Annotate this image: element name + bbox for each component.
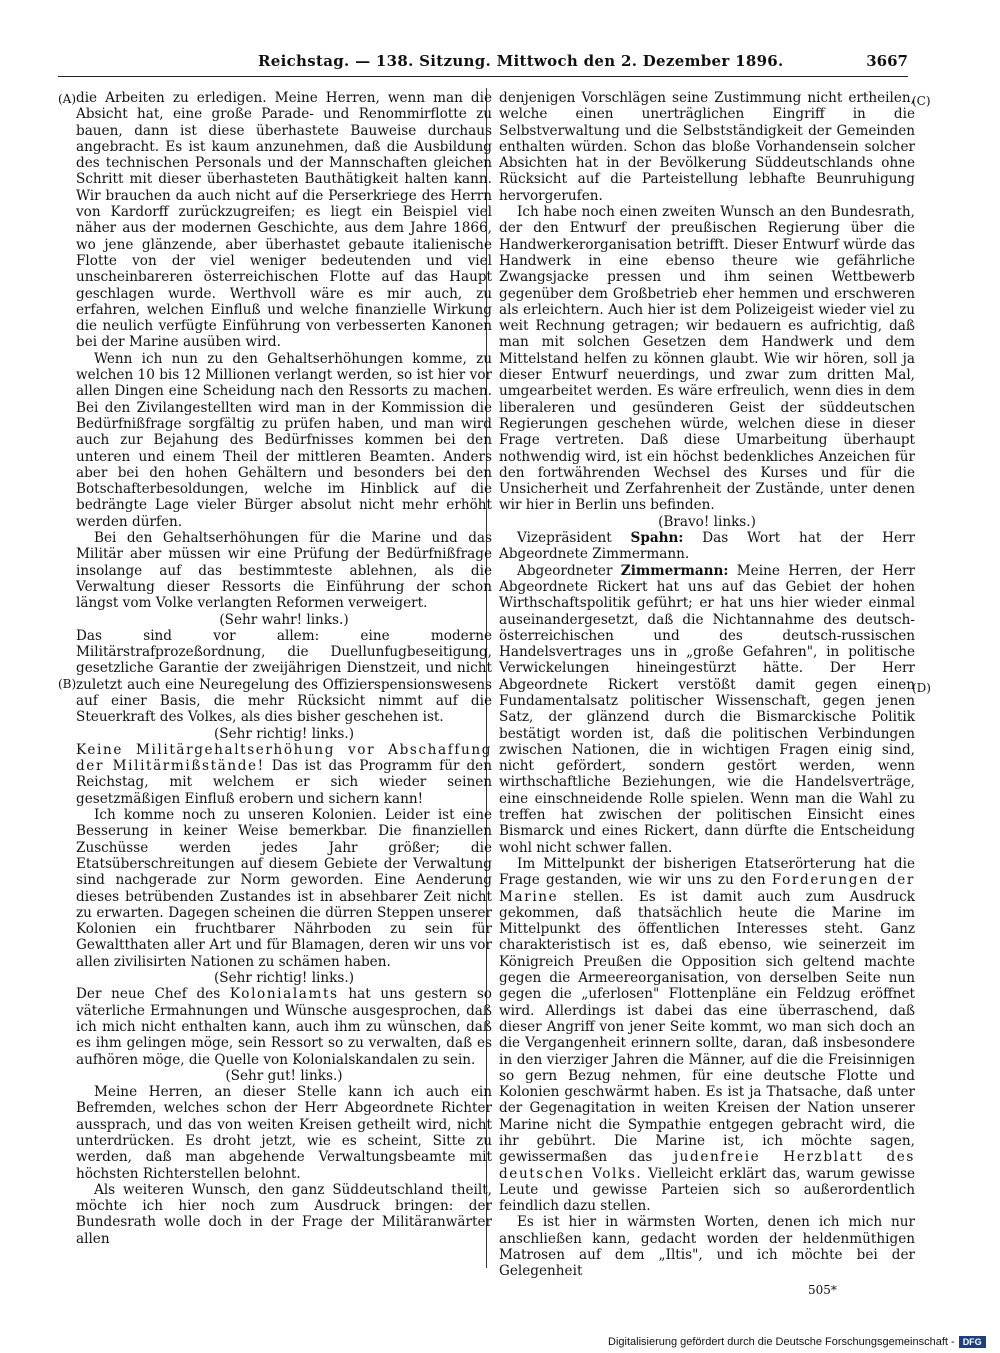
text-run: Das Wort hat der Herr Abgeordnete Zimmermann. <box>499 530 915 563</box>
running-header <box>58 52 908 74</box>
paragraph: denjenigen Vorschlägen seine Zustimmung nicht ertheilen, welche einen unerträglichen Eingriff in die Selbstverwaltung und die Selbstständigkeit der Gemeinden enthalten würden. Schon das bloße Vorhandensein solcher Absichten hat in der Bevölkerung Süddeutschlands ohne Rücksicht auf die Parteistellung lebhafte Beunruhigung hervorgerufen. <box>499 90 915 204</box>
paragraph <box>499 856 915 1215</box>
interjection: (Sehr richtig! links.) <box>213 725 355 742</box>
interjection: (Sehr wahr! links.) <box>219 611 349 628</box>
paragraph <box>499 530 915 563</box>
paragraph <box>76 986 492 1067</box>
right-column <box>499 90 915 1280</box>
footer-credit <box>608 1336 986 1348</box>
paragraph: Ich komme noch zu unseren Kolonien. Leider ist eine Besserung in keiner Weise bemerkbar. Die finanziellen Zuschüsse werden jedes Jahr größer; die Etatsüberschreitungen auf diesem Gebiete der Verwaltung sind nachgerade zur Norm geworden. Eine Aenderung dieses betrübenden Zustandes ist in absehbarer Zeit nicht zu erwarten. Dagegen scheinen die dürren Steppen unserer Kolonien ein fruchtbarer Nährboden zu sein für Gewaltthaten aller Art und für Blamagen, deren wir uns vor allen zivilisirten Nationen zu schämen haben. <box>76 807 492 970</box>
speaker-name: Zimmermann: <box>620 562 729 579</box>
header-rule <box>58 76 908 77</box>
spaced-emphasis: judenfreie Herzblatt des deutschen Volks. <box>499 1149 915 1182</box>
text-run: Abgeordneter <box>517 562 621 579</box>
text-run: Vielleicht erklärt das, warum gewisse Leute und gewisse Parteien sich so außerordentlich feindlich dazu stellen. <box>499 1165 915 1215</box>
text-run: Im Mittelpunkt der bisherigen Etatserörterung hat die Frage gestanden, wie wir uns zu den <box>499 855 915 889</box>
footer-text: Digitalisierung gefördert durch die Deutsche Forschungsgemeinschaft - <box>608 1336 955 1348</box>
speaker-name: Spahn: <box>630 530 684 547</box>
interjection: (Sehr gut! links.) <box>225 1067 343 1084</box>
dfg-logo: DFG <box>959 1336 986 1348</box>
header-title: Reichstag. — 138. Sitzung. Mittwoch den 2. Dezember 1896. <box>258 52 784 70</box>
sheet-number: 505* <box>808 1283 837 1297</box>
text-run: Das ist das Programm für den Reichstag, mit welchem er sich wieder seinen gesetzmäßigen Einfluß erobern und sichern kann! <box>76 758 492 807</box>
spaced-emphasis: Keine Militärgehaltserhöhung vor Abschaffung der Militärmißstände! <box>76 741 492 775</box>
paragraph <box>76 742 492 807</box>
paragraph: Ich habe noch einen zweiten Wunsch an den Bundesrath, der den Entwurf der preußischen Regierung über die Handwerkerorganisation betrifft. Dieser Entwurf würde das Handwerk in eine ebenso theure wie gefährliche Zwangsjacke pressen und ihm seinen Wettbewerb gegenüber dem Großbetrieb eher hemmen und erschweren als erleichtern. Auch hier ist dem Polizeigeist wieder viel zu weit Rechnung getragen; wir bedauern es aufrichtig, daß man mit solchen Gesetzen dem Handwerk und dem Mittelstand helfen zu können glaubt. Wie wir hören, soll ja dieser Entwurf neuerdings, und zwar zum dritten Mal, umgearbeitet werden. Es wäre erfreulich, wenn dies in dem liberaleren und gesünderen Geist der süddeutschen Regierungen geschehen würde, welchen diese in dieser Frage vertreten. Daß diese Umarbeitung überhaupt nothwendig wird, ist ein höchst bedenkliches Anzeichen für den fortwährenden Wechsel des Kurses und für die Unsicherheit und Zerfahrenheit der Zustände, unter denen wir hier in Berlin uns befinden. <box>499 204 915 514</box>
paragraph: Meine Herren, an dieser Stelle kann ich auch ein Befremden, welches schon der Herr Abgeordnete Richter aussprach, und das von weiten Kreisen getheilt wird, nicht unterdrücken. Es droht jetzt, wie es scheint, Sitte zu werden, daß man abgehende Verwaltungsbeamte mit höchsten Richterstellen belohnt. <box>76 1084 492 1182</box>
paragraph: Wenn ich nun zu den Gehaltserhöhungen komme, zu welchen 10 bis 12 Millionen verlangt werden, so ist hier vor allen Dingen eine Scheidung nach den Ressorts zu machen. Bei den Zivilangestellten wird man in der Kommission die Bedürfnißfrage sorgfältig zu prüfen haben, und man wird auch zur Bejahung des Bedürfnisses kommen bei den unteren und einem Theil der mittleren Beamten. Anders aber bei den hohen Gehältern und besonders bei den Botschafterbesoldungen, welche im Hinblick auf die bedrängte Lage vieler Bürger absolut nicht mehr erhöht werden dürfen. <box>76 350 492 530</box>
paragraph: die Arbeiten zu erledigen. Meine Herren, wenn man die Absicht hat, eine große Parade- und Renommirflotte zu bauen, dann ist diese überhastete Bauweise durchaus angebracht. Es ist kaum anzunehmen, daß die Ausbildung des technischen Personals und der Mannschaften gleichen Schritt mit dieser überhasteten Bauthätigkeit halten kann. Wir brauchen da auch nicht auf die Perserkriege des Herrn von Kardorff zurückzugreifen; es liegt ein Beispiel viel näher aus der modernen Geschichte, aus dem Jahre 1866, wo jene glänzende, aber überhastet gebaute italienische Flotte von der viel weniger bedeutenden und viel unscheinbareren österreichischen Flotte auf das Haupt geschlagen wurde. Werthvoll wäre es mir auch, zu erfahren, welchen Einfluß und welche finanzielle Wirkung die neulich verfügte Einführung von verbesserten Kanonen bei der Marine ausüben wird. <box>76 90 492 351</box>
left-column <box>76 90 492 1247</box>
text-run: hat uns gestern so väterliche Ermahnungen und Wünsche ausgesprochen, daß ich mich nicht enthalten kann, auch ihm zu wünschen, daß es ihm gelingen möge, sein Ressort so zu verwalten, daß es aufhören möge, die Quelle von Kolonialskandalen zu sein. <box>76 986 492 1068</box>
spaced-emphasis: Forderungen der Marine <box>499 872 915 905</box>
paragraph <box>499 563 915 856</box>
text-run: Vizepräsident <box>517 530 631 547</box>
text-run: Der neue Chef des <box>76 986 230 1003</box>
margin-mark-a: (A) <box>58 92 77 106</box>
paragraph: Als weiteren Wunsch, den ganz Süddeutschland theilt, möchte ich hier noch zum Ausdruck bringen: der Bundesrath wolle doch in der Frage der Militäranwärter allen <box>76 1181 492 1247</box>
page-number: 3667 <box>866 52 908 70</box>
text-run: Meine Herren, der Herr Abgeordnete Rickert hat uns auf das Gebiet der hohen Wirthschaftspolitik geführt; er hat uns hier wieder einmal auseinandergesetzt, daß die Nichtannahme des deutsch-österreichischen und des deutsch-russischen Handelsvertrages uns in „große Gefahren", in politische Verwickelungen hineingestürzt hätte. Der Herr Abgeordnete Rickert verstößt damit gegen einen Fundamentalsatz politischer Wissenschaft, gegen jenen Satz, der glänzend durch die Bismarckische Politik bestätigt worden ist, daß die politischen Verbindungen zwischen Nationen, die in wichtigen Fragen einig sind, nicht gefördert, sondern gestört werden, wenn wirthschaftliche Beziehungen, wie die Handelsverträge, eine einschneidende Rolle spielen. Wenn man die Wahl zu treffen hat zwischen der politischen Einsicht eines Bismarck und eines Rickert, dann dürfte die Entscheidung wohl nicht schwer fallen. <box>499 562 915 856</box>
text-run: stellen. Es ist damit auch zum Ausdruck gekommen, daß thatsächlich heute die Marine im Mittelpunkt des öffentlichen Interesses steht. Ganz charakteristisch ist es, daß ebenso, wie seinerzeit im Königreich Preußen die Opposition sich geltend machte gegen die Armeereorganisation, von derselben Seite nun gegen die „uferlosen" Flottenpläne ein Feldzug eröffnet wird. Allerdings ist dabei das eine überraschend, daß dieser Angriff von jener Seite kommt, wo man sich doch an die Vergangenheit erinnern sollte, daran, daß insbesondere in den vierziger Jahren die Männer, auf die die Freisinnigen so gern Bezug nehmen, für eine deutsche Flotte und Kolonien geschwärmt haben. Es ist ja Thatsache, daß unter der Gegenagitation in weiten Kreisen der Nation unserer Marine nicht die Sympathie entgegen gebracht wird, die ihr gebührt. Die Marine ist, ich möchte sagen, gewissermaßen das <box>499 888 915 1166</box>
interjection: (Sehr richtig! links.) <box>213 970 355 987</box>
interjection: (Bravo! links.) <box>658 513 756 530</box>
paragraph: Das sind vor allem: eine moderne Militärstrafprozeßordnung, die Duellunfugbeseitigung, gesetzliche Garantie der zweijährigen Dienstzeit, und nicht zuletzt auch eine Neuregelung des Offizierspensionswesens auf einer Basis, die mehr Rücksicht nimmt auf die Steuerkraft des Volkes, als dies bisher geschehen ist. <box>76 627 492 726</box>
margin-mark-c: (C) <box>912 94 931 108</box>
margin-mark-b: (B) <box>58 677 77 691</box>
spaced-emphasis: Kolonialamts <box>229 986 339 1003</box>
margin-mark-d: (D) <box>912 681 931 695</box>
paragraph: Es ist hier in wärmsten Worten, denen ich mich nur anschließen kann, gedacht worden der heldenmüthigen Matrosen auf dem „Iltis", und ich möchte bei der Gelegenheit <box>499 1214 915 1280</box>
paragraph: Bei den Gehaltserhöhungen für die Marine und das Militär aber müssen wir eine Prüfung der Bedürfnißfrage insolange auf das bestimmteste ablehnen, als die Verwaltung dieser Ressorts die Einführung der schon längst vom Volke verlangten Reformen verweigert. <box>76 530 492 612</box>
